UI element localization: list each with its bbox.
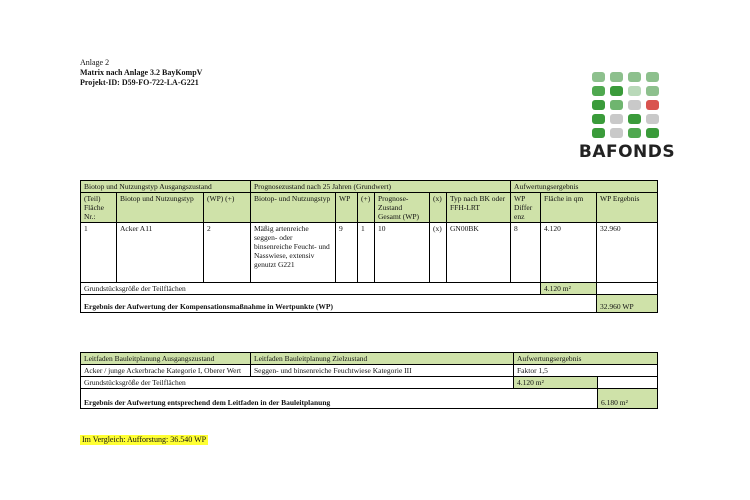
group-header-ausgang: Leitfaden Bauleitplanung Ausgangszustand xyxy=(81,353,251,365)
compensation-matrix-table xyxy=(80,180,658,313)
result-value: 6.180 m² xyxy=(598,389,658,409)
col-header-teil: (Teil) Fläche Nr.: xyxy=(81,193,117,223)
group-header-ergebnis: Aufwertungsergebnis xyxy=(514,353,658,365)
cell-x: (x) xyxy=(430,223,447,283)
grund-value: 4.120 m² xyxy=(514,377,598,389)
cell-prognose: 10 xyxy=(375,223,430,283)
result-label: Ergebnis der Aufwertung entsprechend dem Leitfaden in der Bauleitplanung xyxy=(81,389,598,409)
group-header-ziel: Leitfaden Bauleitplanung Zielzustand xyxy=(251,353,514,365)
table-group-header-row xyxy=(81,353,658,365)
logo-square xyxy=(592,72,605,82)
grund-empty xyxy=(597,283,658,295)
cell-wp-differenz: 8 xyxy=(511,223,541,283)
result-label: Ergebnis der Aufwertung der Kompensationsmaßnahme in Wertpunkte (WP) xyxy=(81,295,597,313)
col-header-typ: Typ nach BK oder FFH-LRT xyxy=(447,193,511,223)
table-row xyxy=(81,365,658,377)
cell-plus: 1 xyxy=(358,223,375,283)
col-header-prognose: Prognose-Zustand Gesamt (WP) xyxy=(375,193,430,223)
col-header-wp2: WP xyxy=(336,193,358,223)
logo-square xyxy=(592,86,605,96)
table-column-header-row xyxy=(81,193,658,223)
logo-square xyxy=(610,114,623,124)
col-header-flaeche: Fläche in qm xyxy=(541,193,597,223)
result-row xyxy=(81,389,658,409)
logo-square xyxy=(646,114,659,124)
cell-biotop2: Mäßig artenreiche seggen- oder binsenreiche Feucht- und Nasswiese, extensiv genutzt G221 xyxy=(251,223,336,283)
logo-square xyxy=(646,100,659,110)
col-header-biotop: Biotop und Nutzungstyp xyxy=(117,193,204,223)
cell-wp2: 9 xyxy=(336,223,358,283)
cell-wp: 2 xyxy=(204,223,251,283)
logo-square xyxy=(646,72,659,82)
bafonds-logo xyxy=(578,72,676,162)
cell-typ: GN00BK xyxy=(447,223,511,283)
project-id: Projekt-ID: D59-FO-722-LA-G221 xyxy=(80,78,199,87)
logo-square xyxy=(610,86,623,96)
logo-square xyxy=(628,72,641,82)
cell-faktor: Faktor 1,5 xyxy=(514,365,658,377)
grund-row xyxy=(81,377,658,389)
cell-ausgang: Acker / junge Ackerbrache Kategorie I, Oberer Wert xyxy=(81,365,251,377)
grund-value: 4.120 m² xyxy=(541,283,597,295)
cell-nr: 1 xyxy=(81,223,117,283)
group-header-prognose: Prognosezustand nach 25 Jahren (Grundwert) xyxy=(251,181,511,193)
annex-label: Anlage 2 xyxy=(80,58,110,67)
result-value: 32.960 WP xyxy=(597,295,658,313)
cell-ziel: Seggen- und binsenreiche Feuchtwiese Kategorie III xyxy=(251,365,514,377)
leitfaden-table xyxy=(80,352,658,409)
col-header-plus: (+) xyxy=(358,193,375,223)
logo-square xyxy=(628,114,641,124)
table-group-header-row xyxy=(81,181,658,193)
logo-square xyxy=(646,128,659,138)
matrix-title: Matrix nach Anlage 3.2 BayKompV xyxy=(80,68,203,77)
document-header xyxy=(80,58,202,88)
group-header-ausgang: Biotop und Nutzungstyp Ausgangszustand xyxy=(81,181,251,193)
grund-label: Grundstücksgröße der Teilflächen xyxy=(81,377,514,389)
group-header-ergebnis: Aufwertungsergebnis xyxy=(511,181,658,193)
grund-empty xyxy=(598,377,658,389)
logo-square xyxy=(628,100,641,110)
comparison-note: Im Vergleich: Aufforstung: 36.540 WP xyxy=(82,435,207,444)
cell-wp-ergebnis: 32.960 xyxy=(597,223,658,283)
logo-mark-icon xyxy=(592,72,659,138)
logo-square xyxy=(610,72,623,82)
logo-square xyxy=(610,100,623,110)
logo-square xyxy=(628,128,641,138)
col-header-wp-ergebnis: WP Ergebnis xyxy=(597,193,658,223)
grund-row xyxy=(81,283,658,295)
logo-square xyxy=(610,128,623,138)
col-header-wp: (WP) (+) xyxy=(204,193,251,223)
cell-biotop: Acker A11 xyxy=(117,223,204,283)
logo-square xyxy=(628,86,641,96)
logo-square xyxy=(646,86,659,96)
result-row xyxy=(81,295,658,313)
cell-flaeche: 4.120 xyxy=(541,223,597,283)
logo-square xyxy=(592,128,605,138)
table-row xyxy=(81,223,658,283)
logo-square xyxy=(592,114,605,124)
col-header-wp-differenz: WP Differ enz xyxy=(511,193,541,223)
col-header-x: (x) xyxy=(430,193,447,223)
logo-text: BAFONDS xyxy=(578,142,676,162)
grund-label: Grundstücksgröße der Teilflächen xyxy=(81,283,541,295)
logo-square xyxy=(592,100,605,110)
col-header-biotop2: Biotop- und Nutzungstyp xyxy=(251,193,336,223)
